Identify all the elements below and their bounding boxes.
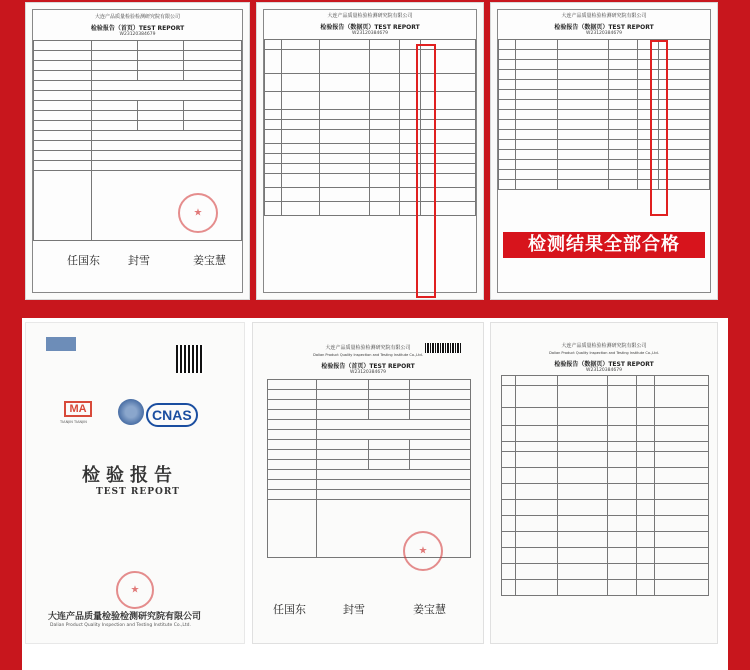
report-sheet (32, 9, 243, 293)
report-institute: 大连产品质量检验检测研究院有限公司 (561, 13, 647, 19)
report-sheet (263, 9, 477, 293)
report-header-title: 检验报告（数据页）TEST REPORT (554, 24, 654, 31)
signature-1: 任国东 (67, 254, 100, 267)
cma-caption: TIANJIN TIANJIN (60, 420, 87, 424)
result-column-highlight (650, 40, 668, 216)
report-number: W23120384679 (586, 31, 622, 36)
cover-title-cn: 检验报告 (82, 465, 178, 486)
report-cover-photo (25, 322, 245, 644)
report-info-wrap (267, 379, 471, 558)
cma-logo: MA (64, 401, 92, 417)
report-first-page-scan (252, 322, 484, 644)
report-header-title: 检验报告（首页）TEST REPORT (90, 25, 185, 32)
report-institute: 大连产品质量检验检测研究院有限公司 (327, 13, 413, 19)
right-red-border (728, 318, 750, 670)
report-number: W23120384679 (352, 31, 388, 36)
report-institute: 大连产品质量检验检测研究院有限公司 (325, 345, 411, 351)
cover-institute-cn: 大连产品质量检验检测研究院有限公司 (48, 612, 202, 622)
globe-logo (118, 399, 144, 425)
cover-title-en: TEST REPORT (96, 487, 180, 497)
signature-2: 封雪 (128, 254, 150, 267)
report-data-page-scan (490, 322, 718, 644)
left-red-border (0, 318, 22, 670)
report-first-page-photo (25, 2, 250, 300)
report-number: W23120384679 (586, 368, 622, 373)
report-data-table (498, 39, 710, 190)
cnas-logo: CNAS (146, 403, 198, 427)
report-institute-en: Dalian Product Quality Inspection and Testing Institute Co.,Ltd. (313, 353, 423, 357)
report-info-table (267, 379, 471, 558)
signature-1: 任国东 (273, 603, 306, 616)
all-qualified-banner: 检测结果全部合格 (503, 232, 705, 258)
report-header-title: 检验报告（首页）TEST REPORT (321, 363, 415, 370)
inspection-seal: ★ (403, 531, 443, 571)
report-institute-en: Dalian Product Quality Inspection and Testing Institute Co.,Ltd. (549, 351, 659, 355)
cnas-org-logo (46, 337, 76, 351)
signature-2: 封雪 (343, 603, 365, 616)
report-header-title: 检验报告（数据页）TEST REPORT (320, 24, 420, 31)
report-institute: 大连产品质量检验检测研究院有限公司 (94, 14, 180, 20)
result-column-highlight (416, 44, 436, 298)
report-data-page-photo-1 (256, 2, 484, 300)
report-barcode (425, 343, 461, 353)
report-header-title: 检验报告（数据页）TEST REPORT (554, 361, 654, 368)
signature-3: 姜宝慧 (193, 254, 226, 267)
cover-institute-en: Dalian Product Quality Inspection and Testing Institute Co.,Ltd. (50, 623, 191, 628)
report-institute: 大连产品质量检验检测研究院有限公司 (561, 343, 647, 349)
report-data-table (501, 375, 709, 596)
cover-seal: ★ (116, 571, 154, 609)
report-qr-code (176, 345, 204, 373)
report-data-table (264, 39, 476, 216)
report-number: W23120384679 (119, 32, 156, 37)
report-number: W23120384679 (350, 370, 386, 375)
report-data-wrap (501, 375, 709, 596)
inspection-seal: ★ (178, 193, 218, 233)
signature-3: 姜宝慧 (413, 603, 446, 616)
